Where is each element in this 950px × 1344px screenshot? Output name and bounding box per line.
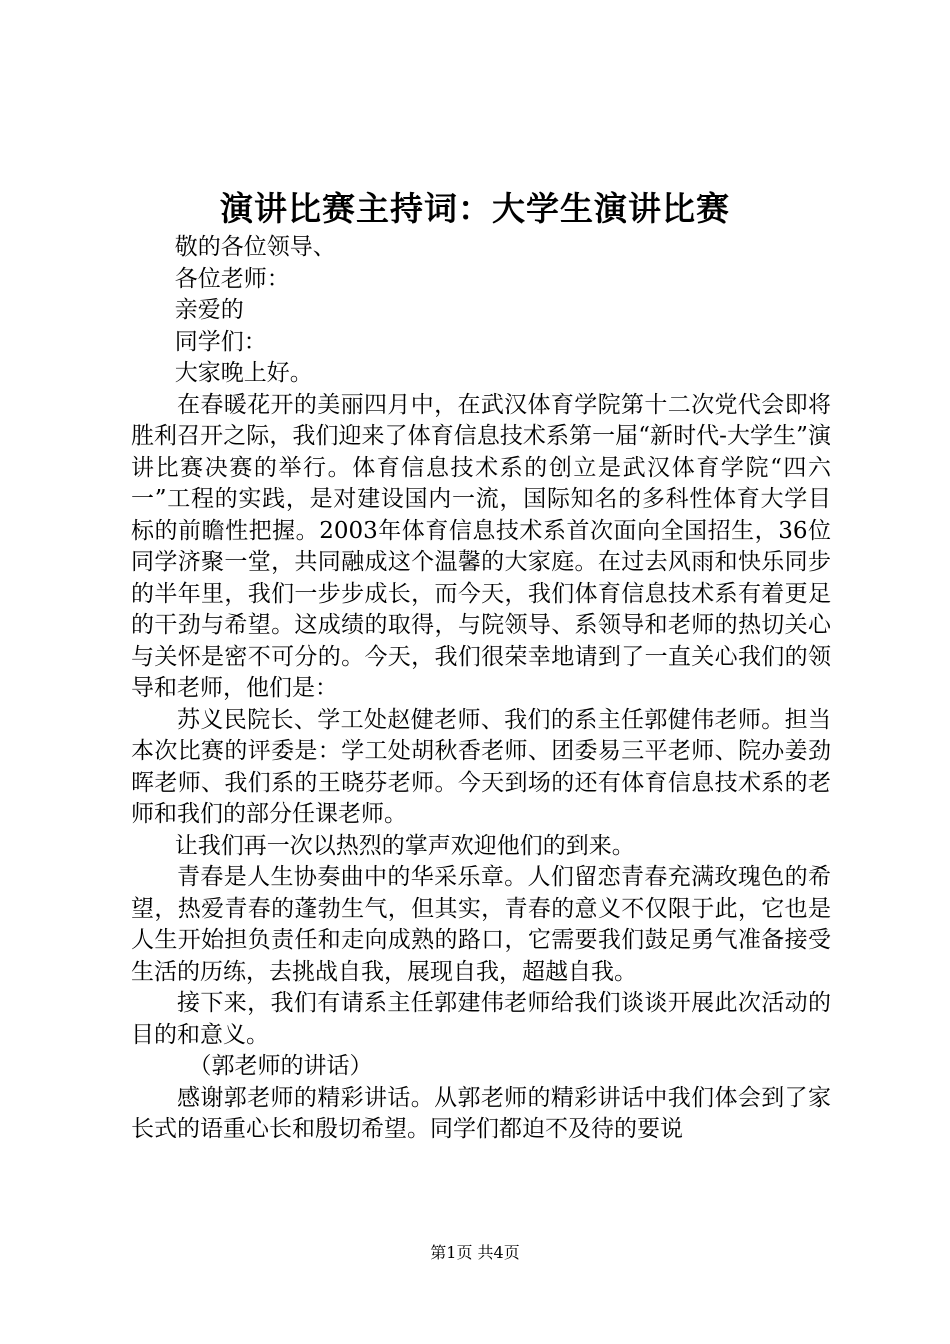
document-title: 演讲比赛主持词：大学生演讲比赛 xyxy=(220,189,730,228)
paragraph-guests: 苏义民院长、学工处赵健老师、我们的系主任郭健伟老师。担当本次比赛的评委是：学工处胡秋香老师、团委易三平老师、院办姜劲晖老师、我们系的王晓芬老师。今天到场的还有体育信息技术系的老师和我们的部分任课老师。 xyxy=(131,706,831,827)
paragraph-salutation-students: 同学们： xyxy=(174,328,267,355)
paragraph-invite-speech: 接下来，我们有请系主任郭建伟老师给我们谈谈开展此次活动的目的和意义。 xyxy=(131,990,831,1048)
paragraph-youth: 青春是人生协奏曲中的华采乐章。人们留恋青春充满玫瑰色的希望，热爱青春的蓬勃生气，但其实，青春的意义不仅限于此，它也是人生开始担负责任和走向成熟的路口，它需要我们鼓足勇气准备接受生活的历练，去挑战自我，展现自我，超越自我。 xyxy=(131,864,831,985)
paragraph-salutation-leaders: 敬的各位领导、 xyxy=(174,234,336,260)
paragraph-salutation-teachers: 各位老师： xyxy=(174,265,290,292)
paragraph-introduction: 在春暖花开的美丽四月中，在武汉体育学院第十二次党代会即将胜利召开之际，我们迎来了体育信息技术系第一届“新时代-大学生”演讲比赛决赛的举行。体育信息技术系的创立是武汉体育学院“四六一”工程的实践，是对建设国内一流，国际知名的多科性体育大学目标的前瞻性把握。2003年体育信息技术系首次面向全国招生，36位同学济聚一堂，共同融成这个温馨的大家庭。在过去风雨和快乐同步的半年里，我们一步步成长，而今天，我们体育信息技术系有着更足的干劲与希望。这成绩的取得，与院领导、系领导和老师的热切关心与关怀是密不可分的。今天，我们很荣幸地请到了一直关心我们的领导和老师，他们是： xyxy=(131,391,831,701)
paragraph-salutation-dear: 亲爱的 xyxy=(174,297,244,323)
document-body xyxy=(131,232,831,1146)
paragraph-applause: 让我们再一次以热烈的掌声欢迎他们的到来。 xyxy=(174,832,635,859)
paragraph-greeting: 大家晚上好。 xyxy=(174,360,313,386)
paragraph-thanks: 感谢郭老师的精彩讲话。从郭老师的精彩讲话中我们体会到了家长式的语重心长和殷切希望。同学们都迫不及待的要说 xyxy=(131,1084,831,1142)
page-number-footer: 第1页 共4页 xyxy=(430,1243,520,1262)
paragraph-speech-note: （郭老师的讲话） xyxy=(188,1053,373,1079)
